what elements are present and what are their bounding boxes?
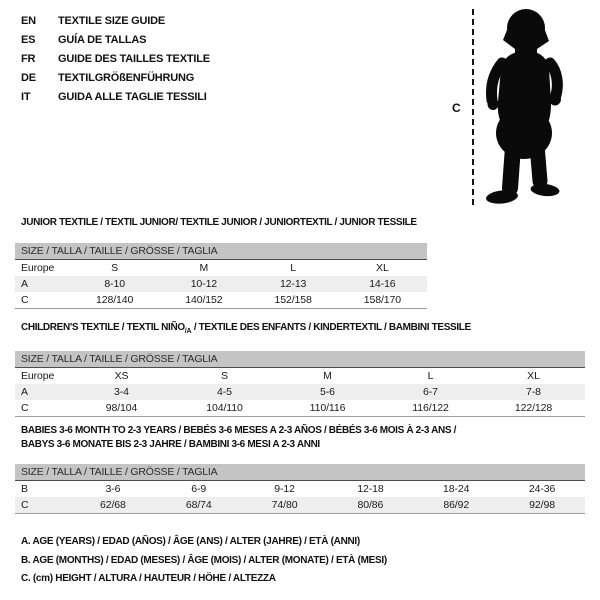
cell: 62/68 <box>100 499 126 511</box>
row-label: C <box>21 293 29 306</box>
row-label: C <box>21 499 29 511</box>
baby-silhouette-icon <box>482 7 574 207</box>
title-text: / TEXTILE DES ENFANTS / KINDERTEXTIL / BAMBINI TESSILE <box>191 322 471 333</box>
note-height-cm: C. (cm) HEIGHT / ALTURA / HAUTEUR / HÖHE / ALTEZZA <box>21 573 276 584</box>
table-row <box>15 292 427 309</box>
cell: 3-6 <box>105 483 121 495</box>
cell: 80/86 <box>357 499 384 511</box>
cell: 12-13 <box>279 277 307 290</box>
cell: 98/104 <box>105 401 138 414</box>
table-row <box>15 384 585 400</box>
cell: 116/122 <box>412 401 449 414</box>
cell: 68/74 <box>185 499 212 511</box>
language-row <box>21 30 210 49</box>
cell: 12-18 <box>357 483 384 495</box>
cell: L <box>427 369 434 382</box>
cell: 140/152 <box>185 293 223 306</box>
cell: L <box>290 261 296 274</box>
table-row <box>15 481 585 498</box>
language-title: TEXTILGRÖßENFÜHRUNG <box>58 71 195 84</box>
cell: 86/92 <box>443 499 470 511</box>
size-header: SIZE / TALLA / TAILLE / GRÖSSE / TAGLIA <box>15 464 585 481</box>
cell: 122/128 <box>514 401 553 414</box>
row-label: Europe <box>21 261 55 274</box>
language-row <box>21 68 210 87</box>
language-code: EN <box>21 14 36 27</box>
row-label: Europe <box>21 369 55 382</box>
cell: 9-12 <box>274 483 295 495</box>
legend-notes <box>21 533 387 589</box>
junior-table-title: JUNIOR TEXTILE / TEXTIL JUNIOR/ TEXTILE JUNIOR / JUNIORTEXTIL / JUNIOR TESSILE <box>21 217 417 228</box>
language-title: GUIDA ALLE TAGLIE TESSILI <box>58 90 207 103</box>
cell: 74/80 <box>271 499 298 511</box>
row-label: B <box>21 483 28 495</box>
note-age-months: B. AGE (MONTHS) / EDAD (MESES) / ÂGE (MOIS) / ALTER (MONATE) / ETÀ (MESI) <box>21 554 387 566</box>
table-row <box>15 497 585 514</box>
table-row <box>15 400 585 417</box>
language-code: FR <box>21 52 36 65</box>
cell: XL <box>527 369 540 382</box>
cell: 104/110 <box>206 401 243 414</box>
cell: 10-12 <box>190 277 218 290</box>
language-row <box>21 49 210 68</box>
height-measure-label: C <box>452 101 461 115</box>
title-subscript: /A <box>184 328 192 335</box>
cell: 7-8 <box>526 385 541 398</box>
language-row <box>21 87 210 106</box>
babies-table-section <box>15 424 585 514</box>
cell: 152/158 <box>274 293 312 306</box>
junior-table-section <box>15 216 427 309</box>
size-header: SIZE / TALLA / TAILLE / GRÖSSE / TAGLIA <box>15 243 427 260</box>
cell: 158/170 <box>363 293 401 306</box>
junior-size-table <box>15 243 427 309</box>
language-code: ES <box>21 33 36 46</box>
title-line-1: BABIES 3-6 MONTH TO 2-3 YEARS / BEBÉS 3-6 MESES A 2-3 AÑOS / BÉBÉS 3-6 MOIS À 2-3 ANS / <box>21 425 457 436</box>
language-code: DE <box>21 71 36 84</box>
babies-table-title <box>21 424 585 451</box>
cell: 6-7 <box>423 385 438 398</box>
cell: M <box>199 261 209 274</box>
cell: 5-6 <box>320 385 335 398</box>
cell: 4-5 <box>217 385 232 398</box>
cell: 8-10 <box>104 277 125 290</box>
cell: XS <box>114 369 129 382</box>
cell: S <box>111 261 119 274</box>
cell: 110/116 <box>309 401 346 414</box>
cell: 24-36 <box>528 483 556 495</box>
row-label: A <box>21 277 28 290</box>
language-code: IT <box>21 90 31 103</box>
babies-size-table <box>15 464 585 514</box>
table-row <box>15 367 585 384</box>
language-title: GUIDE DES TAILLES TEXTILE <box>58 52 210 65</box>
row-label: A <box>21 385 28 398</box>
language-title: GUÍA DE TALLAS <box>58 33 147 46</box>
language-title: TEXTILE SIZE GUIDE <box>58 14 166 27</box>
title-text: CHILDREN'S TEXTILE / TEXTIL NIÑO <box>21 322 185 333</box>
cell: 14-16 <box>369 277 396 290</box>
language-list <box>21 11 210 106</box>
cell: 92/98 <box>529 499 555 511</box>
title-line-2: BABYS 3-6 MONATE BIS 2-3 JAHRE / BAMBINI 3-6 MESI A 2-3 ANNI <box>21 438 320 450</box>
cell: XL <box>376 261 389 274</box>
children-table-section <box>15 321 585 417</box>
table-row <box>15 259 427 276</box>
cell: 6-9 <box>191 483 207 495</box>
cell: S <box>221 369 228 382</box>
children-table-title <box>21 321 585 339</box>
cell: 18-24 <box>443 483 470 495</box>
children-size-table <box>15 351 585 417</box>
language-row <box>21 11 210 30</box>
cell: 128/140 <box>95 293 134 306</box>
cell: 3-4 <box>114 385 129 398</box>
cell: M <box>323 369 332 382</box>
row-label: C <box>21 401 29 414</box>
table-row <box>15 276 427 292</box>
note-age-years: A. AGE (YEARS) / EDAD (AÑOS) / ÂGE (ANS) / ALTER (JAHRE) / ETÀ (ANNI) <box>21 536 360 547</box>
size-header: SIZE / TALLA / TAILLE / GRÖSSE / TAGLIA <box>15 351 585 368</box>
height-measure-line <box>472 9 474 205</box>
